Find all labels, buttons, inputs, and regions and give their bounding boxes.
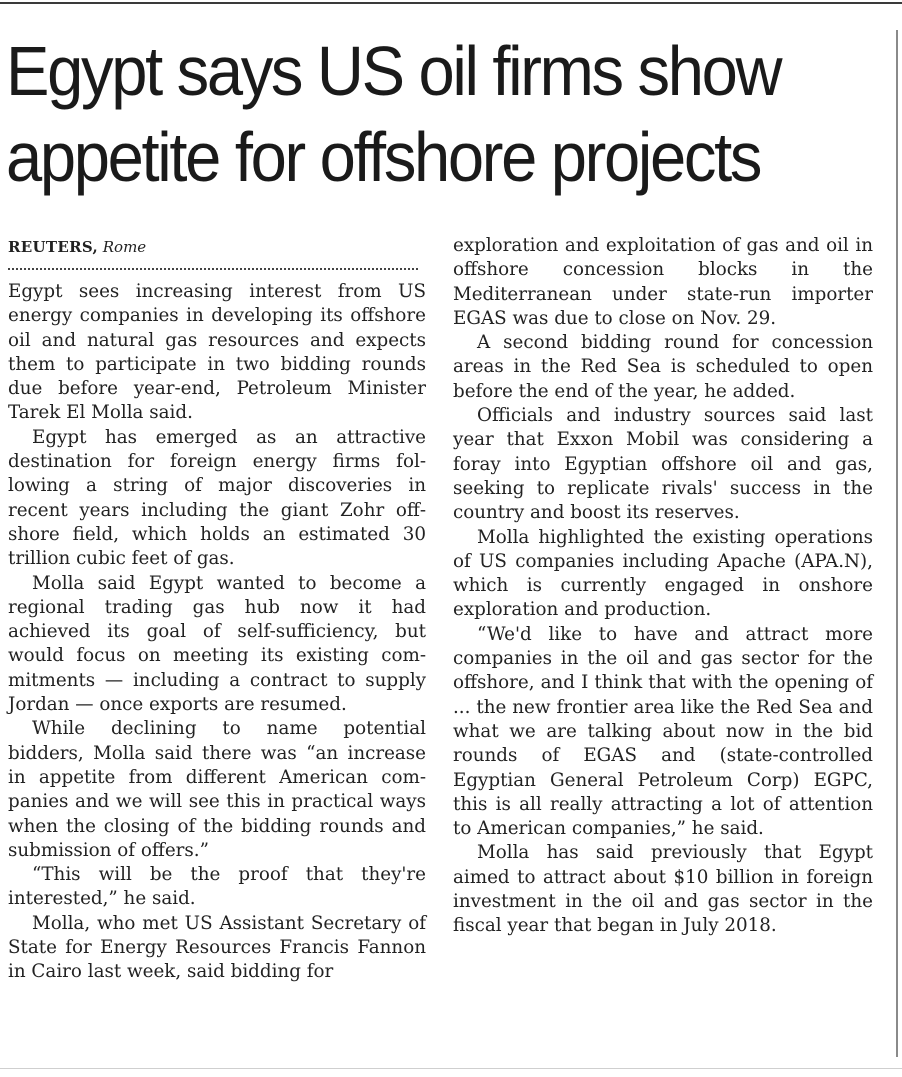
paragraph: Officials and industry sources said last year that Exxon Mobil was considering a foray into Egyptian offshore oil and gas, seeking to replicate rivals' success in the country and boost its reserves. bbox=[453, 405, 873, 524]
paragraph: Egypt has emerged as an attractive destination for foreign energy firms following a string of major discoveries in recent years including the giant Zohr offshore field, which holds an estimated 30 trillion cubic feet of gas. bbox=[8, 426, 426, 570]
headline-line-1: Egypt says US oil firms show bbox=[6, 32, 781, 110]
byline-location: Rome bbox=[102, 238, 147, 256]
headline-line-2: appetite for offshore projects bbox=[6, 118, 761, 196]
paragraph: Molla highlighted the existing operations of US companies including Apache (APA.N), which is currently engaged in onshore exploration and production. bbox=[453, 526, 873, 621]
top-rule bbox=[0, 2, 902, 4]
paragraph: exploration and exploitation of gas and oil in offshore concession blocks in the Mediterranean under state-run importer EGAS was due to close on Nov. 29. bbox=[453, 235, 873, 329]
paragraph: Egypt sees increasing interest from US energy companies in developing its offshore oil and natural gas resources and expects them to participate in two bidding rounds due before year-end, Petroleum Minister Tarek El Molla said. bbox=[8, 281, 426, 424]
article-column-right bbox=[453, 234, 873, 939]
bottom-rule bbox=[0, 1068, 902, 1069]
paragraph: A second bidding round for concession areas in the Red Sea is scheduled to open before the end of the year, he added. bbox=[453, 332, 873, 402]
paragraph: While declining to name potential bidders, Molla said there was “an increase in appetite from different American companies and we will see this in practical ways when the closing of the bidding rounds and submission of offers.” bbox=[8, 718, 426, 861]
right-column-rule bbox=[896, 30, 898, 1057]
paragraph: Molla said Egypt wanted to become a regional trading gas hub now it had achieved its goal of self-sufficiency, but would focus on meeting its existing commitments — including a contract to supply Jordan — once exports are resumed. bbox=[8, 572, 426, 716]
paragraph: Molla has said previously that Egypt aimed to attract about $10 billion in foreign investment in the oil and gas sector in the fiscal year that began in July 2018. bbox=[453, 842, 873, 937]
dotted-divider bbox=[8, 268, 418, 270]
paragraph: “We'd like to have and attract more companies in the oil and gas sector for the offshore, and I think that with the opening of ... the new frontier area like the Red Sea and what we are talking about now in the bid rounds of EGAS and (state-controlled Egyptian General Petroleum Corp) EGPC, this is all really attracting a lot of attention to American companies,” he said. bbox=[453, 623, 873, 840]
article-column-left bbox=[8, 234, 426, 985]
byline bbox=[8, 234, 426, 258]
byline-agency: REUTERS, bbox=[8, 238, 98, 256]
headline bbox=[6, 28, 824, 200]
paragraph: “This will be the proof that they're interested,” he said. bbox=[8, 864, 426, 910]
paragraph: Molla, who met US Assistant Secretary of State for Energy Resources Francis Fannon in Cairo last week, said bidding for bbox=[8, 912, 426, 983]
